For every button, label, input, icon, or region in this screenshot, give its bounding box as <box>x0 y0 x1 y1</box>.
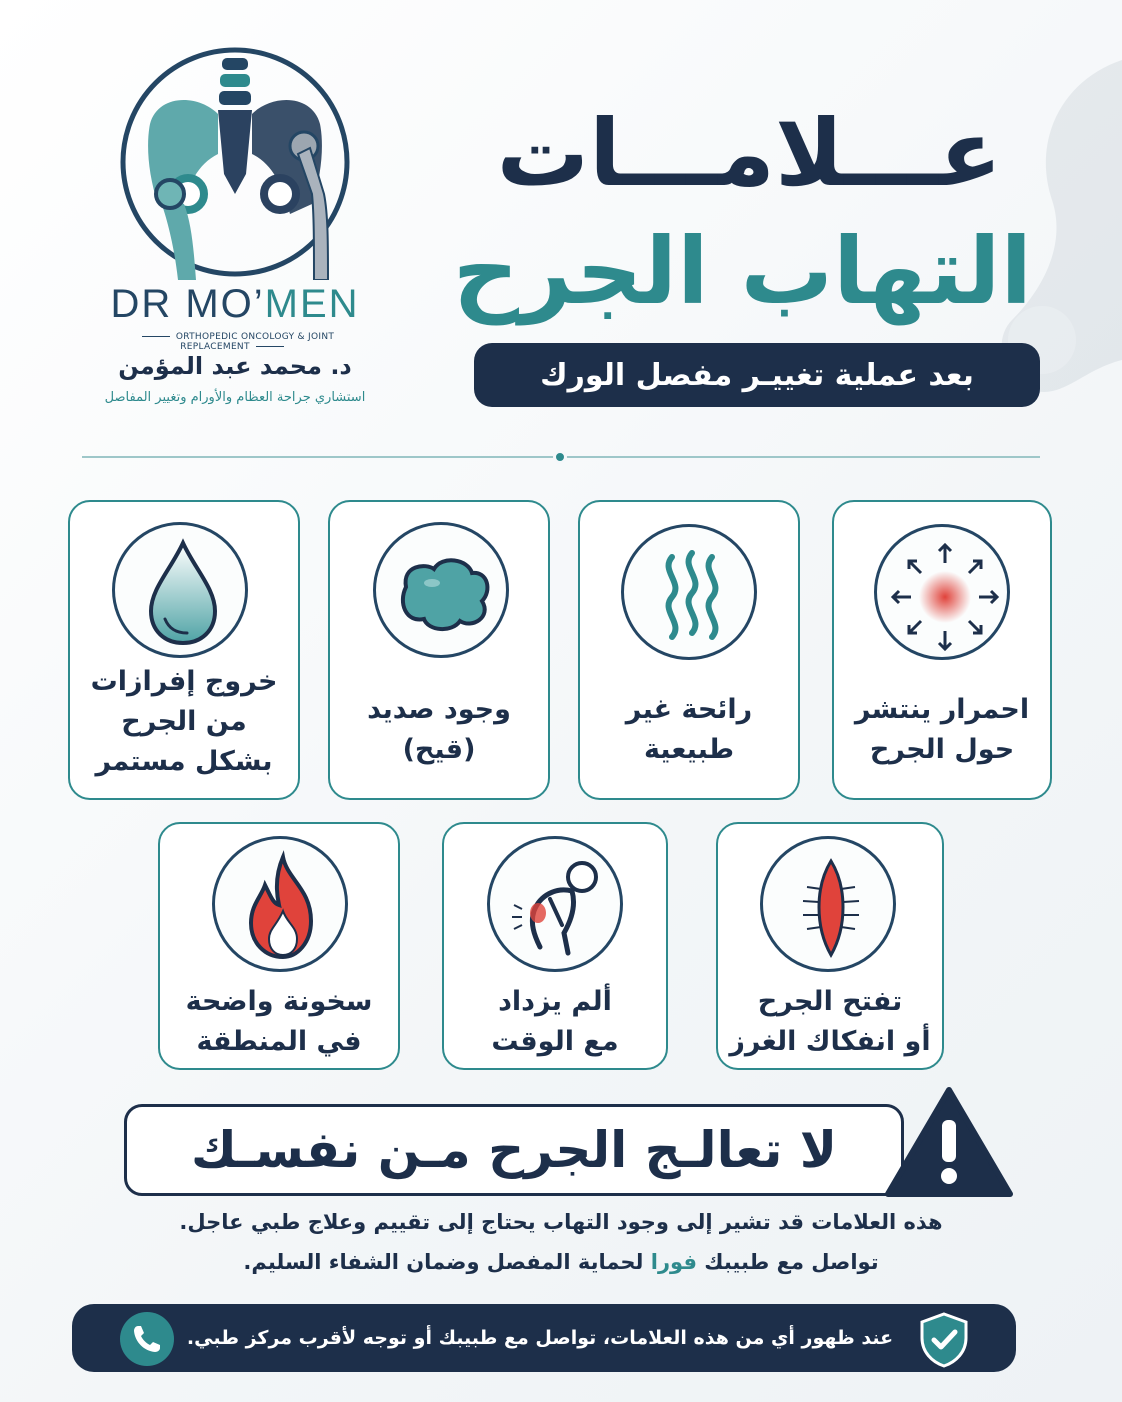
doctor-title: استشاري جراحة العظام والأورام وتغيير المفاصل <box>104 390 366 405</box>
fire-icon <box>215 839 351 975</box>
divider-dot <box>553 450 567 464</box>
sign-label: تفتح الجرح أو انفكاك الغرز <box>729 986 931 1057</box>
info-highlight: فورا <box>650 1250 697 1274</box>
sign-card-discharge <box>68 500 300 800</box>
clinic-logo <box>90 44 380 414</box>
sign-label: خروج إفرازات من الجرح بشكل مستمر <box>90 666 278 777</box>
sign-card-heat <box>158 822 400 1070</box>
title-line-1: عـــلامـــات <box>496 100 1002 207</box>
brand-tagline: ORTHOPEDIC ONCOLOGY & JOINT REPLACEMENT <box>100 332 370 352</box>
back-pain-icon <box>490 839 626 975</box>
sign-card-odor <box>578 500 800 800</box>
phone-icon[interactable] <box>120 1312 174 1366</box>
pelvis-logo-icon <box>118 44 352 280</box>
sign-label: سخونة واضحة في المنطقة <box>185 986 373 1057</box>
warning-triangle-icon <box>884 1084 1014 1200</box>
sign-card-redness <box>832 500 1052 800</box>
fluid-drop-icon <box>115 525 251 661</box>
sign-label: وجود صديد (قيح) <box>367 694 511 765</box>
sign-card-pain <box>442 822 668 1070</box>
sign-label: احمرار ينتشر حول الجرح <box>854 694 1030 765</box>
sign-label: ألم يزداد مع الوقت <box>491 986 619 1057</box>
shield-check-icon <box>914 1310 974 1370</box>
redness-spread-icon <box>877 527 1013 663</box>
sign-card-pus <box>328 500 550 800</box>
subtitle-pill: بعد عملية تغييـر مفصل الورك <box>474 343 1040 407</box>
doctor-name: د. محمد عبد المؤمن <box>118 352 352 380</box>
sign-label: رائحة غير طبيعية <box>625 694 753 765</box>
warning-text: لا تعالـج الجرح مـن نفسـك <box>191 1121 837 1179</box>
title-line-2: التهاب الجرح <box>452 218 1032 325</box>
info-line-1: هذه العلامات قد تشير إلى وجود التهاب يحتاج إلى تقييم وعلاج طبي عاجل. <box>179 1210 943 1234</box>
brand-name: DR MO’MEN <box>110 282 360 326</box>
open-wound-icon <box>763 839 899 975</box>
footer-text: عند ظهور أي من هذه العلامات، تواصل مع طبيبك أو توجه لأقرب مركز طبي. <box>186 1327 894 1349</box>
sign-card-open-wound <box>716 822 944 1070</box>
info-line-2: تواصل مع طبيبك فورا لحماية المفصل وضمان الشفاء السليم. <box>243 1250 879 1274</box>
pus-blob-icon <box>376 525 512 661</box>
odor-waves-icon <box>624 527 760 663</box>
